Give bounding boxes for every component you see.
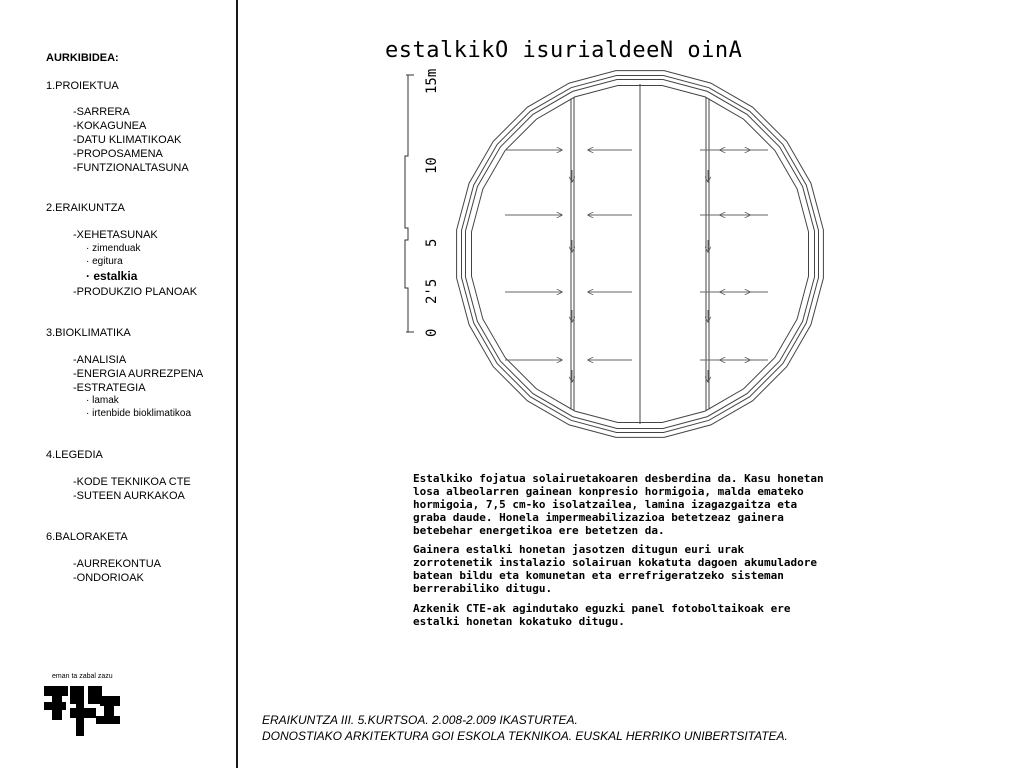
scale-label-10: 10 — [424, 157, 440, 174]
toc-item-kokagunea[interactable]: -KOKAGUNEA — [73, 120, 147, 132]
description-paragraph-3 — [413, 602, 863, 628]
toc-item-funtzionaltasuna[interactable]: -FUNTZIONALTASUNA — [73, 162, 189, 174]
toc-item-ondorioak[interactable]: -ONDORIOAK — [73, 572, 144, 584]
toc-subitem-egitura[interactable]: · egitura — [86, 256, 123, 267]
paragraph-line: Gainera estalki honetan jasotzen ditugun euri urak — [413, 543, 745, 556]
paragraph-line: betebehar energetikoa ere betetzen da. — [413, 524, 665, 537]
toc-section-baloraketa[interactable]: 6.BALORAKETA — [46, 531, 128, 543]
toc-section-bioklimatika[interactable]: 3.BIOKLIMATIKA — [46, 327, 131, 339]
scale-label-5: 5 — [424, 238, 440, 247]
toc-item-suteen-aurkakoa[interactable]: -SUTEEN AURKAKOA — [73, 490, 185, 502]
scale-label-0: 0 — [424, 328, 440, 337]
university-logo-icon — [44, 672, 124, 742]
toc-section-proiektua[interactable]: 1.PROIEKTUA — [46, 80, 119, 92]
toc-item-sarrera[interactable]: -SARRERA — [73, 106, 130, 118]
footer-line-course: ERAIKUNTZA III. 5.KURTSOA. 2.008-2.009 IKASTURTEA. — [262, 713, 578, 727]
paragraph-line: berrerabiliko ditugu. — [413, 582, 553, 595]
toc-heading: AURKIBIDEA: — [46, 52, 119, 64]
scale-label-15m: 15m — [424, 68, 440, 94]
toc-item-energia-aurrezpena[interactable]: -ENERGIA AURREZPENA — [73, 368, 204, 380]
footer-line-school: DONOSTIAKO ARKITEKTURA GOI ESKOLA TEKNIKOA. EUSKAL HERRIKO UNIBERTSITATEA. — [262, 729, 788, 743]
paragraph-line: losa albeolarren gainean konpresio hormigoia, malda emateko — [413, 485, 804, 498]
logo-motto: eman ta zabal zazu — [52, 673, 113, 680]
toc-item-estrategia[interactable]: -ESTRATEGIA — [73, 382, 146, 394]
toc-subitem-irtenbide-bioklimatikoa[interactable]: · irtenbide bioklimatikoa — [86, 408, 192, 419]
paragraph-line: Azkenik CTE-ak agindutako eguzki panel fotoboltaikoak ere — [413, 602, 791, 615]
footer — [262, 712, 788, 744]
description-paragraph-2 — [413, 543, 863, 595]
toc-item-proposamena[interactable]: -PROPOSAMENA — [73, 148, 163, 160]
toc-item-datu-klimatikoak[interactable]: -DATU KLIMATIKOAK — [73, 134, 182, 146]
sidebar-divider — [236, 0, 238, 768]
description-paragraph-1 — [413, 472, 863, 537]
scale-label-2-5: 2'5 — [424, 278, 440, 304]
page-title: estalkikO isurialdeeN oinA — [385, 38, 743, 63]
paragraph-line: zorrotenetik instalazio solairuan kokatuta dagoen akumuladore — [413, 556, 817, 569]
sidebar — [0, 0, 236, 768]
toc-section-eraikuntza[interactable]: 2.ERAIKUNTZA — [46, 202, 125, 214]
paragraph-line: estalki honetan kokatuko ditugu. — [413, 615, 625, 628]
paragraph-line: Estalkiko fojatua solairuetakoaren desberdina da. Kasu honetan — [413, 472, 824, 485]
toc-subitem-estalkia-active[interactable]: · estalkia — [86, 269, 138, 283]
toc-section-legedia[interactable]: 4.LEGEDIA — [46, 449, 103, 461]
toc-subitem-lamak[interactable]: · lamak — [86, 395, 119, 406]
paragraph-line: graba daude. Honela impermeabilizazioa betetzeaz gainera — [413, 511, 784, 524]
paragraph-line: hormigoia, 7,5 cm-ko isolatzailea, lamina izagazgaitza eta — [413, 498, 798, 511]
toc-subitem-zimenduak[interactable]: · zimenduak — [86, 243, 141, 254]
toc-item-aurrekontua[interactable]: -AURREKONTUA — [73, 558, 162, 570]
paragraph-line: batean bildu eta komunetan eta errefrigeratzeko sisteman — [413, 569, 784, 582]
roof-plan-drawing — [450, 62, 830, 447]
toc-item-kode-teknikoa[interactable]: -KODE TEKNIKOA CTE — [73, 476, 191, 488]
toc-item-xehetasunak[interactable]: -XEHETASUNAK — [73, 229, 158, 241]
scale-bar — [400, 60, 450, 350]
toc-item-produkzio-planoak[interactable]: -PRODUKZIO PLANOAK — [73, 286, 198, 298]
toc-item-analisia[interactable]: -ANALISIA — [73, 354, 127, 366]
